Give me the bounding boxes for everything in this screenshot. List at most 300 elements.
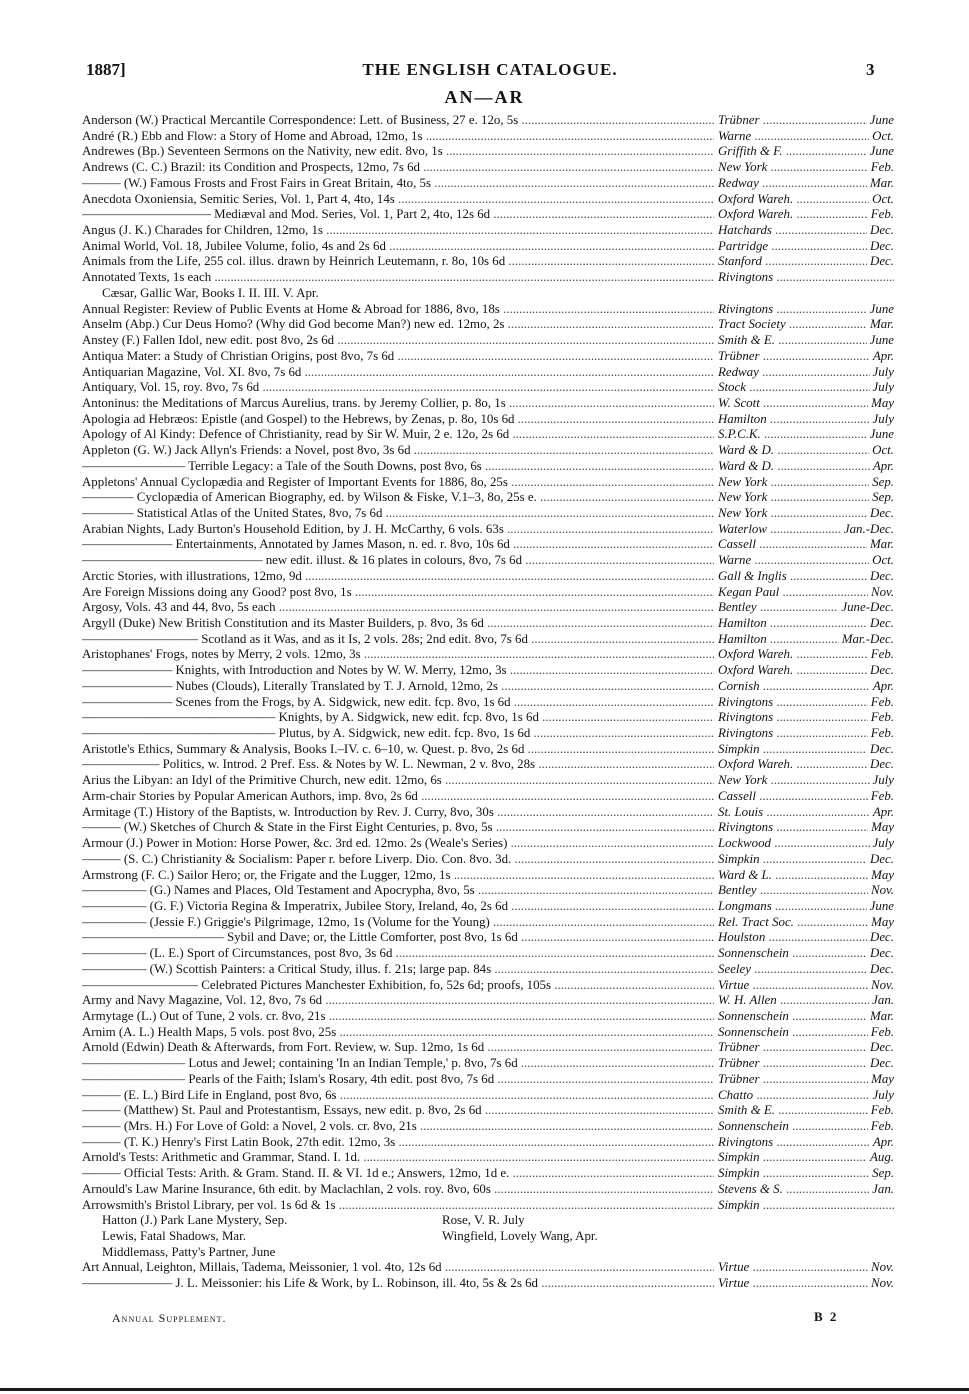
entry-publisher: Simpkin ..... <box>718 852 894 868</box>
entry-publisher: Rel. Tract Soc. ..... <box>718 915 894 931</box>
entry-month: Feb. <box>868 695 894 711</box>
entry-month: June <box>867 427 894 443</box>
entry-month: Feb. <box>868 1103 894 1119</box>
entry-title: ——— (Matthew) St. Paul and Protestantism, Essays, new edit. p. 8vo, 2s 6d ..... <box>82 1103 714 1119</box>
entry-publisher: Oxford Wareh. ..... <box>718 207 894 223</box>
entry-month: May <box>868 820 894 836</box>
catalogue-entry <box>82 852 894 868</box>
catalogue-entries <box>82 113 894 1292</box>
catalogue-entry <box>82 396 894 412</box>
entry-title: Antiquary, Vol. 15, roy. 8vo, 7s 6d ..... <box>82 380 714 396</box>
entry-month: Dec. <box>867 223 894 239</box>
entry-month: Mar. <box>867 1009 894 1025</box>
series-title-left: Middlemass, Patty's Partner, June <box>102 1244 276 1259</box>
entry-title: ——— Official Tests: Arith. & Gram. Stand. II. & VI. 1d e.; Answers, 12mo, 1d e. ..... <box>82 1166 714 1182</box>
catalogue-entry <box>82 129 894 145</box>
entry-title: Arnim (A. L.) Health Maps, 5 vols. post 8vo, 25s ..... <box>82 1025 714 1041</box>
entry-month: Dec. <box>867 569 894 585</box>
catalogue-entry <box>82 757 894 773</box>
entry-month: July <box>870 836 894 852</box>
catalogue-entry <box>82 1056 894 1072</box>
entry-month: July <box>870 773 894 789</box>
footer-signature-mark: B 2 <box>814 1309 839 1324</box>
entry-publisher: Simpkin ..... <box>718 1166 894 1182</box>
entry-publisher: Trübner ..... <box>718 1072 894 1088</box>
entry-title: Andrews (C. C.) Brazil: its Condition and Prospects, 12mo, 7s 6d ..... <box>82 160 714 176</box>
entry-title: Antiquarian Magazine, Vol. XI. 8vo, 7s 6d ..... <box>82 365 714 381</box>
catalogue-entry <box>82 1040 894 1056</box>
entry-publisher: Lockwood ..... <box>718 836 894 852</box>
catalogue-entry <box>82 585 894 601</box>
entry-month: Apr. <box>870 805 894 821</box>
entry-title: ———————— Terrible Legacy: a Tale of the South Downs, post 8vo, 6s ..... <box>82 459 714 475</box>
entry-month: May <box>868 396 894 412</box>
catalogue-entry <box>82 1103 894 1119</box>
entry-title: Andrewes (Bp.) Seventeen Sermons on the Nativity, new edit. 8vo, 1s ..... <box>82 144 714 160</box>
entry-publisher: Partridge ..... <box>718 239 894 255</box>
entry-month: June <box>867 144 894 160</box>
catalogue-entry <box>82 207 894 223</box>
entry-title: Arius the Libyan: an Idyl of the Primitive Church, new edit. 12mo, 6s ..... <box>82 773 714 789</box>
entry-title: ——————— J. L. Meissonier: his Life & Work, by L. Robinson, ill. 4to, 5s & 2s 6d ..... <box>82 1276 714 1292</box>
entry-publisher: Tract Society ..... <box>718 317 894 333</box>
catalogue-entry <box>82 710 894 726</box>
entry-publisher: New York ..... <box>718 490 894 506</box>
entry-month: Dec. <box>867 1040 894 1056</box>
entry-month: Sep. <box>869 1166 894 1182</box>
catalogue-entry <box>82 946 894 962</box>
entry-publisher: Hamilton ..... <box>718 616 894 632</box>
catalogue-entry <box>82 883 894 899</box>
catalogue-entry <box>82 459 894 475</box>
catalogue-entry <box>82 679 894 695</box>
entry-month: Dec. <box>867 962 894 978</box>
catalogue-entry <box>82 695 894 711</box>
catalogue-entry <box>82 490 894 506</box>
entry-month: Feb. <box>868 1025 894 1041</box>
entry-publisher: Rivingtons ..... <box>718 1135 894 1151</box>
entry-month: Sep. <box>869 490 894 506</box>
entry-title: ————————— Scotland as it Was, and as it Is, 2 vols. 28s; 2nd edit. 8vo, 7s 6d ..... <box>82 632 714 648</box>
catalogue-entry <box>82 1119 894 1135</box>
entry-title: ——— (E. L.) Bird Life in England, post 8vo, 6s ..... <box>82 1088 714 1104</box>
entry-month: Aug. <box>867 1150 894 1166</box>
catalogue-entry <box>82 1198 894 1214</box>
entry-title: ———————— Pearls of the Faith; Islam's Rosary, 4th edit. post 8vo, 7s 6d ..... <box>82 1072 714 1088</box>
entry-title: Arnold's Tests: Arithmetic and Grammar, Stand. I. 1d. ..... <box>82 1150 714 1166</box>
entry-month: Dec. <box>867 930 894 946</box>
catalogue-entry <box>82 317 894 333</box>
series-title-left: Lewis, Fatal Shadows, Mar. <box>102 1229 246 1244</box>
entry-title: Anselm (Abp.) Cur Deus Homo? (Why did God become Man?) new ed. 12mo, 2s ..... <box>82 317 714 333</box>
entry-month: July <box>870 380 894 396</box>
entry-publisher: St. Louis ..... <box>718 805 894 821</box>
catalogue-entry <box>82 176 894 192</box>
entry-month: July <box>870 1088 894 1104</box>
entry-publisher: Gall & Inglis ..... <box>718 569 894 585</box>
entry-title: Arabian Nights, Lady Burton's Household Edition, by J. H. McCarthy, 6 vols. 63s ..... <box>82 522 714 538</box>
entry-title: Cæsar, Gallic War, Books I. II. III. V. Apr. <box>102 285 319 300</box>
catalogue-entry <box>82 820 894 836</box>
entry-month: Dec. <box>867 239 894 255</box>
entry-publisher: Trübner ..... <box>718 1040 894 1056</box>
entry-title: Art Annual, Leighton, Millais, Tadema, Meissonier, 1 vol. 4to, 12s 6d ..... <box>82 1260 714 1276</box>
catalogue-entry <box>82 443 894 459</box>
entry-title: Arm-chair Stories by Popular American Authors, imp. 8vo, 2s 6d ..... <box>82 789 714 805</box>
entry-publisher: Simpkin ..... <box>718 742 894 758</box>
entry-title: ————— (G.) Names and Places, Old Testament and Apocrypha, 8vo, 5s ..... <box>82 883 714 899</box>
entry-title: Armitage (T.) History of the Baptists, w. Introduction by Rev. J. Curry, 8vo, 30s ..... <box>82 805 714 821</box>
entry-month: Oct. <box>869 553 894 569</box>
entry-month: Mar. <box>867 537 894 553</box>
entry-month: Jan. <box>869 1182 894 1198</box>
entry-month: Feb. <box>868 160 894 176</box>
entry-month: Jan. <box>869 993 894 1009</box>
entry-publisher: New York ..... <box>718 160 894 176</box>
entry-title: ——————— Scenes from the Frogs, by A. Sidgwick, new edit. fcp. 8vo, 1s 6d ..... <box>82 695 714 711</box>
entry-month: May <box>868 1072 894 1088</box>
catalogue-entry <box>82 647 894 663</box>
entry-month: Feb. <box>868 647 894 663</box>
entry-month: Dec. <box>867 742 894 758</box>
entry-publisher: Redway ..... <box>718 176 894 192</box>
header-title: THE ENGLISH CATALOGUE. <box>362 60 618 79</box>
entry-month: Apr. <box>870 349 894 365</box>
entry-title: Angus (J. K.) Charades for Children, 12mo, 1s ..... <box>82 223 714 239</box>
entry-month: Oct. <box>869 443 894 459</box>
entry-publisher: Oxford Wareh. ..... <box>718 192 894 208</box>
entry-month: Dec. <box>867 946 894 962</box>
entry-title: ——————————————— Plutus, by A. Sidgwick, new edit. fcp. 8vo, 1s 6d ..... <box>82 726 714 742</box>
entry-publisher: New York ..... <box>718 506 894 522</box>
catalogue-entry <box>82 805 894 821</box>
entry-publisher: Hamilton ..... <box>718 632 894 648</box>
entry-publisher: Kegan Paul ..... <box>718 585 894 601</box>
entry-title: Annual Register: Review of Public Events at Home & Abroad for 1886, 8vo, 18s ..... <box>82 302 714 318</box>
entry-title: Arnould's Law Marine Insurance, 6th edit. by Maclachlan, 2 vols. roy. 8vo, 60s ..... <box>82 1182 714 1198</box>
entry-title: ——— (W.) Famous Frosts and Frost Fairs in Great Britain, 4to, 5s ..... <box>82 176 714 192</box>
entry-title: Armytage (L.) Out of Tune, 2 vols. cr. 8vo, 21s ..... <box>82 1009 714 1025</box>
entry-month: Oct. <box>869 129 894 145</box>
scan-edge-line <box>0 1388 969 1391</box>
entry-publisher: Bentley ..... <box>718 883 894 899</box>
entry-title: Anstey (F.) Fallen Idol, new edit. post 8vo, 2s 6d ..... <box>82 333 714 349</box>
entry-publisher: Smith & E. ..... <box>718 333 894 349</box>
entry-title: Anderson (W.) Practical Mercantile Correspondence: Lett. of Business, 27 e. 12o, 5s ..... <box>82 113 714 129</box>
catalogue-entry <box>82 412 894 428</box>
entry-month: Dec. <box>867 254 894 270</box>
catalogue-entry <box>82 632 894 648</box>
entry-month: Dec. <box>867 506 894 522</box>
entry-title: Appleton (G. W.) Jack Allyn's Friends: a Novel, post 8vo, 3s 6d ..... <box>82 443 714 459</box>
catalogue-entry <box>82 1009 894 1025</box>
entry-title: ————— (L. E.) Sport of Circumstances, post 8vo, 3s 6d ..... <box>82 946 714 962</box>
entry-publisher: Longmans ..... <box>718 899 894 915</box>
catalogue-entry <box>82 553 894 569</box>
entry-publisher: Cassell ..... <box>718 537 894 553</box>
entry-month: Nov. <box>868 1276 894 1292</box>
catalogue-entry <box>82 773 894 789</box>
series-sub-entry <box>82 1245 894 1261</box>
footer-annual-supplement: Annual Supplement. <box>112 1311 227 1325</box>
catalogue-entry <box>82 144 894 160</box>
entry-month: July <box>870 412 894 428</box>
entry-publisher: Rivingtons ..... <box>718 710 894 726</box>
entry-title: Armour (J.) Power in Motion: Horse Power, &c. 3rd ed. 12mo. 2s (Weale's Series) ..... <box>82 836 714 852</box>
entry-publisher: Warne ..... <box>718 129 894 145</box>
entry-title: Animal World, Vol. 18, Jubilee Volume, folio, 4s and 2s 6d ..... <box>82 239 714 255</box>
header-page-number: 3 <box>866 60 875 79</box>
catalogue-entry <box>82 333 894 349</box>
entry-title: ——————— Nubes (Clouds), Literally Translated by T. J. Arnold, 12mo, 2s ..... <box>82 679 714 695</box>
entry-title: Argyll (Duke) New British Constitution and its Master Builders, p. 8vo, 3s 6d ..... <box>82 616 714 632</box>
catalogue-entry <box>82 239 894 255</box>
entry-publisher: Hatchards ..... <box>718 223 894 239</box>
running-head: AN—AR <box>444 87 525 107</box>
catalogue-entry <box>82 223 894 239</box>
entry-publisher: Cornish ..... <box>718 679 894 695</box>
catalogue-entry <box>82 962 894 978</box>
entry-title: Aristophanes' Frogs, notes by Merry, 2 vols. 12mo, 3s ..... <box>82 647 714 663</box>
catalogue-entry <box>82 192 894 208</box>
entry-title: Animals from the Life, 255 col. illus. drawn by Heinrich Leutemann, r. 8o, 10s 6d ..... <box>82 254 714 270</box>
entry-title: Armstrong (F. C.) Sailor Hero; or, the Frigate and the Lugger, 12mo, 1s ..... <box>82 868 714 884</box>
entry-month: Mar. <box>867 317 894 333</box>
entry-publisher: Oxford Wareh. ..... <box>718 647 894 663</box>
entry-title: ———— Cyclopædia of American Biography, ed. by Wilson & Fiske, V.1–3, 8o, 25s e. ..... <box>82 490 714 506</box>
entry-publisher: Simpkin ..... <box>718 1150 894 1166</box>
entry-title: Antoninus: the Meditations of Marcus Aurelius, trans. by Jeremy Collier, p. 8o, 1s ..... <box>82 396 714 412</box>
catalogue-entry <box>82 930 894 946</box>
catalogue-entry <box>82 1088 894 1104</box>
catalogue-entry <box>82 475 894 491</box>
entry-title: —————————————— new edit. illust. & 16 plates in colours, 8vo, 7s 6d ..... <box>82 553 714 569</box>
catalogue-entry <box>82 380 894 396</box>
entry-publisher: Griffith & F. ..... <box>718 144 894 160</box>
entry-title: ——————————— Sybil and Dave; or, the Little Comforter, post 8vo, 1s 6d ..... <box>82 930 714 946</box>
entry-title: ——————— Knights, with Introduction and Notes by W. W. Merry, 12mo, 3s ..... <box>82 663 714 679</box>
entry-publisher: Houlston ..... <box>718 930 894 946</box>
catalogue-entry <box>82 1182 894 1198</box>
entry-publisher: Stevens & S. ..... <box>718 1182 894 1198</box>
entry-title: ——————— Entertainments, Annotated by James Mason, n. ed. r. 8vo, 10s 6d ..... <box>82 537 714 553</box>
entry-title: ——— (Mrs. H.) For Love of Gold: a Novel, 2 vols. cr. 8vo, 21s ..... <box>82 1119 714 1135</box>
catalogue-entry <box>82 522 894 538</box>
entry-month: Nov. <box>868 1260 894 1276</box>
catalogue-entry <box>82 1276 894 1292</box>
catalogue-entry <box>82 915 894 931</box>
catalogue-entry <box>82 616 894 632</box>
entry-title: Annotated Texts, 1s each ..... <box>82 270 714 286</box>
entry-month: Sep. <box>869 475 894 491</box>
entry-month: Jan.-Dec. <box>841 522 894 538</box>
entry-publisher: Ward & D. ..... <box>718 443 894 459</box>
entry-title: ——— (S. C.) Christianity & Socialism: Paper r. before Liverp. Dio. Con. 8vo. 3d. ..... <box>82 852 714 868</box>
entry-publisher: Warne ..... <box>718 553 894 569</box>
entry-publisher: S.P.C.K. ..... <box>718 427 894 443</box>
catalogue-entry <box>82 868 894 884</box>
entry-title: —————————— Mediæval and Mod. Series, Vol. 1, Part 2, 4to, 12s 6d ..... <box>82 207 714 223</box>
catalogue-entry <box>82 1166 894 1182</box>
catalogue-entry <box>82 899 894 915</box>
entry-month: Dec. <box>867 852 894 868</box>
catalogue-entry <box>82 663 894 679</box>
catalogue-entry <box>82 160 894 176</box>
entry-publisher: Sonnenschein ..... <box>718 1119 894 1135</box>
entry-month: June-Dec. <box>838 600 894 616</box>
entry-publisher: Trübner ..... <box>718 113 894 129</box>
entry-publisher: New York ..... <box>718 773 894 789</box>
entry-publisher: Virtue ..... <box>718 978 894 994</box>
catalogue-entry <box>82 537 894 553</box>
entry-publisher: Oxford Wareh. ..... <box>718 757 894 773</box>
entry-month: Oct. <box>869 192 894 208</box>
entry-month: June <box>867 302 894 318</box>
entry-month: June <box>867 899 894 915</box>
entry-publisher: Rivingtons ..... <box>718 270 894 286</box>
entry-month: June <box>867 113 894 129</box>
entry-month: Feb. <box>868 207 894 223</box>
entry-publisher: Rivingtons ..... <box>718 820 894 836</box>
entry-publisher: Rivingtons ..... <box>718 302 894 318</box>
entry-title: Appletons' Annual Cyclopædia and Register of Important Events for 1886, 8o, 25s ..... <box>82 475 714 491</box>
entry-month: Feb. <box>868 789 894 805</box>
entry-title: ——————————————— Knights, by A. Sidgwick, new edit. fcp. 8vo, 1s 6d ..... <box>82 710 714 726</box>
entry-publisher: Seeley ..... <box>718 962 894 978</box>
entry-title: Arrowsmith's Bristol Library, per vol. 1s 6d & 1s ..... <box>82 1198 714 1214</box>
entry-title: Antiqua Mater: a Study of Christian Origins, post 8vo, 7s 6d ..... <box>82 349 714 365</box>
entry-publisher: Cassell ..... <box>718 789 894 805</box>
header-year: 1887] <box>86 60 126 79</box>
entry-publisher: Sonnenschein ..... <box>718 946 894 962</box>
entry-title: ————— (W.) Scottish Painters: a Critical Study, illus. f. 21s; large pap. 84s ..... <box>82 962 714 978</box>
entry-title: ———————— Lotus and Jewel; containing 'In an Indian Temple,' p. 8vo, 7s 6d ..... <box>82 1056 714 1072</box>
catalogue-entry <box>82 993 894 1009</box>
catalogue-entry <box>82 726 894 742</box>
entry-month: Dec. <box>867 663 894 679</box>
entry-publisher: Smith & E. ..... <box>718 1103 894 1119</box>
entry-month: Apr. <box>870 459 894 475</box>
entry-title: ————— (G. F.) Victoria Regina & Imperatrix, Jubilee Story, Ireland, 4o, 2s 6d ..... <box>82 899 714 915</box>
entry-month: Dec. <box>867 616 894 632</box>
entry-publisher: Virtue ..... <box>718 1276 894 1292</box>
entry-publisher: Simpkin ..... <box>718 1198 894 1214</box>
series-title-right: Rose, V. R. July <box>442 1213 525 1228</box>
catalogue-entry <box>82 427 894 443</box>
entry-month: Apr. <box>870 679 894 695</box>
catalogue-entry <box>82 789 894 805</box>
entry-month: Nov. <box>868 585 894 601</box>
entry-publisher: Oxford Wareh. ..... <box>718 663 894 679</box>
entry-month: July <box>870 365 894 381</box>
entry-month: Dec. <box>867 1056 894 1072</box>
catalogue-entry <box>82 1072 894 1088</box>
series-title-right: Wingfield, Lovely Wang, Apr. <box>442 1229 598 1244</box>
catalogue-entry <box>82 836 894 852</box>
entry-publisher: Redway ..... <box>718 365 894 381</box>
catalogue-entry <box>82 270 894 286</box>
catalogue-entry <box>82 113 894 129</box>
entry-publisher: Hamilton ..... <box>718 412 894 428</box>
entry-publisher: Rivingtons ..... <box>718 726 894 742</box>
entry-month: Apr. <box>870 1135 894 1151</box>
entry-publisher: W. Scott ..... <box>718 396 894 412</box>
entry-publisher: Sonnenschein ..... <box>718 1009 894 1025</box>
entry-month: Feb. <box>868 726 894 742</box>
entry-publisher: Sonnenschein ..... <box>718 1025 894 1041</box>
catalogue-entry <box>82 302 894 318</box>
entry-month: Nov. <box>868 883 894 899</box>
entry-publisher: Stock ..... <box>718 380 894 396</box>
catalogue-entry <box>82 506 894 522</box>
entry-title: Army and Navy Magazine, Vol. 12, 8vo, 7s 6d ..... <box>82 993 714 1009</box>
entry-title: ————— (Jessie F.) Griggie's Pilgrimage, 12mo, 1s (Volume for the Young) ..... <box>82 915 714 931</box>
entry-publisher: W. H. Allen ..... <box>718 993 894 1009</box>
series-sub-entry <box>82 1213 894 1229</box>
catalogue-entry <box>82 1025 894 1041</box>
series-title-left: Hatton (J.) Park Lane Mystery, Sep. <box>102 1213 288 1228</box>
entry-month: Nov. <box>868 978 894 994</box>
entry-month: May <box>868 868 894 884</box>
catalogue-entry <box>82 978 894 994</box>
entry-title: ——— (T. K.) Henry's First Latin Book, 27th edit. 12mo, 3s ..... <box>82 1135 714 1151</box>
entry-publisher: Rivingtons ..... <box>718 695 894 711</box>
entry-month: May <box>868 915 894 931</box>
catalogue-entry <box>82 286 894 302</box>
entry-month: Feb. <box>868 1119 894 1135</box>
entry-title: —————— Politics, w. Introd. 2 Pref. Ess. & Notes by W. L. Newman, 2 v. 8vo, 28s ..... <box>82 757 714 773</box>
entry-title: Apology of Al Kindy: Defence of Christianity, read by Sir W. Muir, 2 e. 12o, 2s 6d ..... <box>82 427 714 443</box>
series-sub-entry <box>82 1229 894 1245</box>
catalogue-entry <box>82 1150 894 1166</box>
entry-title: Apologia ad Hebræos: Epistle (and Gospel) to the Hebrews, by Zenas, p. 8o, 10s 6d ..... <box>82 412 714 428</box>
catalogue-entry <box>82 254 894 270</box>
entry-title: Anecdota Oxoniensia, Semitic Series, Vol. 1, Part 4, 4to, 14s ..... <box>82 192 714 208</box>
entry-title: ——— (W.) Sketches of Church & State in the First Eight Centuries, p. 8vo, 5s ..... <box>82 820 714 836</box>
entry-publisher: Stanford ..... <box>718 254 894 270</box>
entry-title: Argosy, Vols. 43 and 44, 8vo, 5s each ..... <box>82 600 714 616</box>
entry-title: Aristotle's Ethics, Summary & Analysis, Books I.–IV. c. 6–10, w. Quest. p. 8vo, 2s 6d ..... <box>82 742 714 758</box>
entry-title: André (R.) Ebb and Flow: a Story of Home and Abroad, 12mo, 1s ..... <box>82 129 714 145</box>
entry-publisher: Chatto ..... <box>718 1088 894 1104</box>
entry-title: ————————— Celebrated Pictures Manchester Exhibition, fo, 52s 6d; proofs, 105s ..... <box>82 978 714 994</box>
entry-publisher: Trübner ..... <box>718 1056 894 1072</box>
entry-title: Arctic Stories, with illustrations, 12mo, 9d ..... <box>82 569 714 585</box>
entry-month: Dec. <box>867 757 894 773</box>
entry-publisher: Ward & D. ..... <box>718 459 894 475</box>
entry-publisher: Virtue ..... <box>718 1260 894 1276</box>
entry-title: Are Foreign Missions doing any Good? post 8vo, 1s ..... <box>82 585 714 601</box>
entry-month: Mar. <box>867 176 894 192</box>
entry-title: ———— Statistical Atlas of the United States, 8vo, 7s 6d ..... <box>82 506 714 522</box>
entry-month: Feb. <box>868 710 894 726</box>
catalogue-entry <box>82 365 894 381</box>
entry-publisher: Trübner ..... <box>718 349 894 365</box>
entry-publisher: Ward & L. ..... <box>718 868 894 884</box>
entry-publisher: Bentley ..... <box>718 600 894 616</box>
entry-publisher: Waterlow ..... <box>718 522 894 538</box>
catalogue-entry <box>82 1260 894 1276</box>
catalogue-entry <box>82 600 894 616</box>
catalogue-entry <box>82 742 894 758</box>
entry-publisher: New York ..... <box>718 475 894 491</box>
catalogue-entry <box>82 569 894 585</box>
entry-title: Arnold (Edwin) Death & Afterwards, from Fort. Review, w. Sup. 12mo, 1s 6d ..... <box>82 1040 714 1056</box>
catalogue-entry <box>82 349 894 365</box>
entry-month: Mar.-Dec. <box>839 632 894 648</box>
catalogue-entry <box>82 1135 894 1151</box>
entry-month: June <box>867 333 894 349</box>
